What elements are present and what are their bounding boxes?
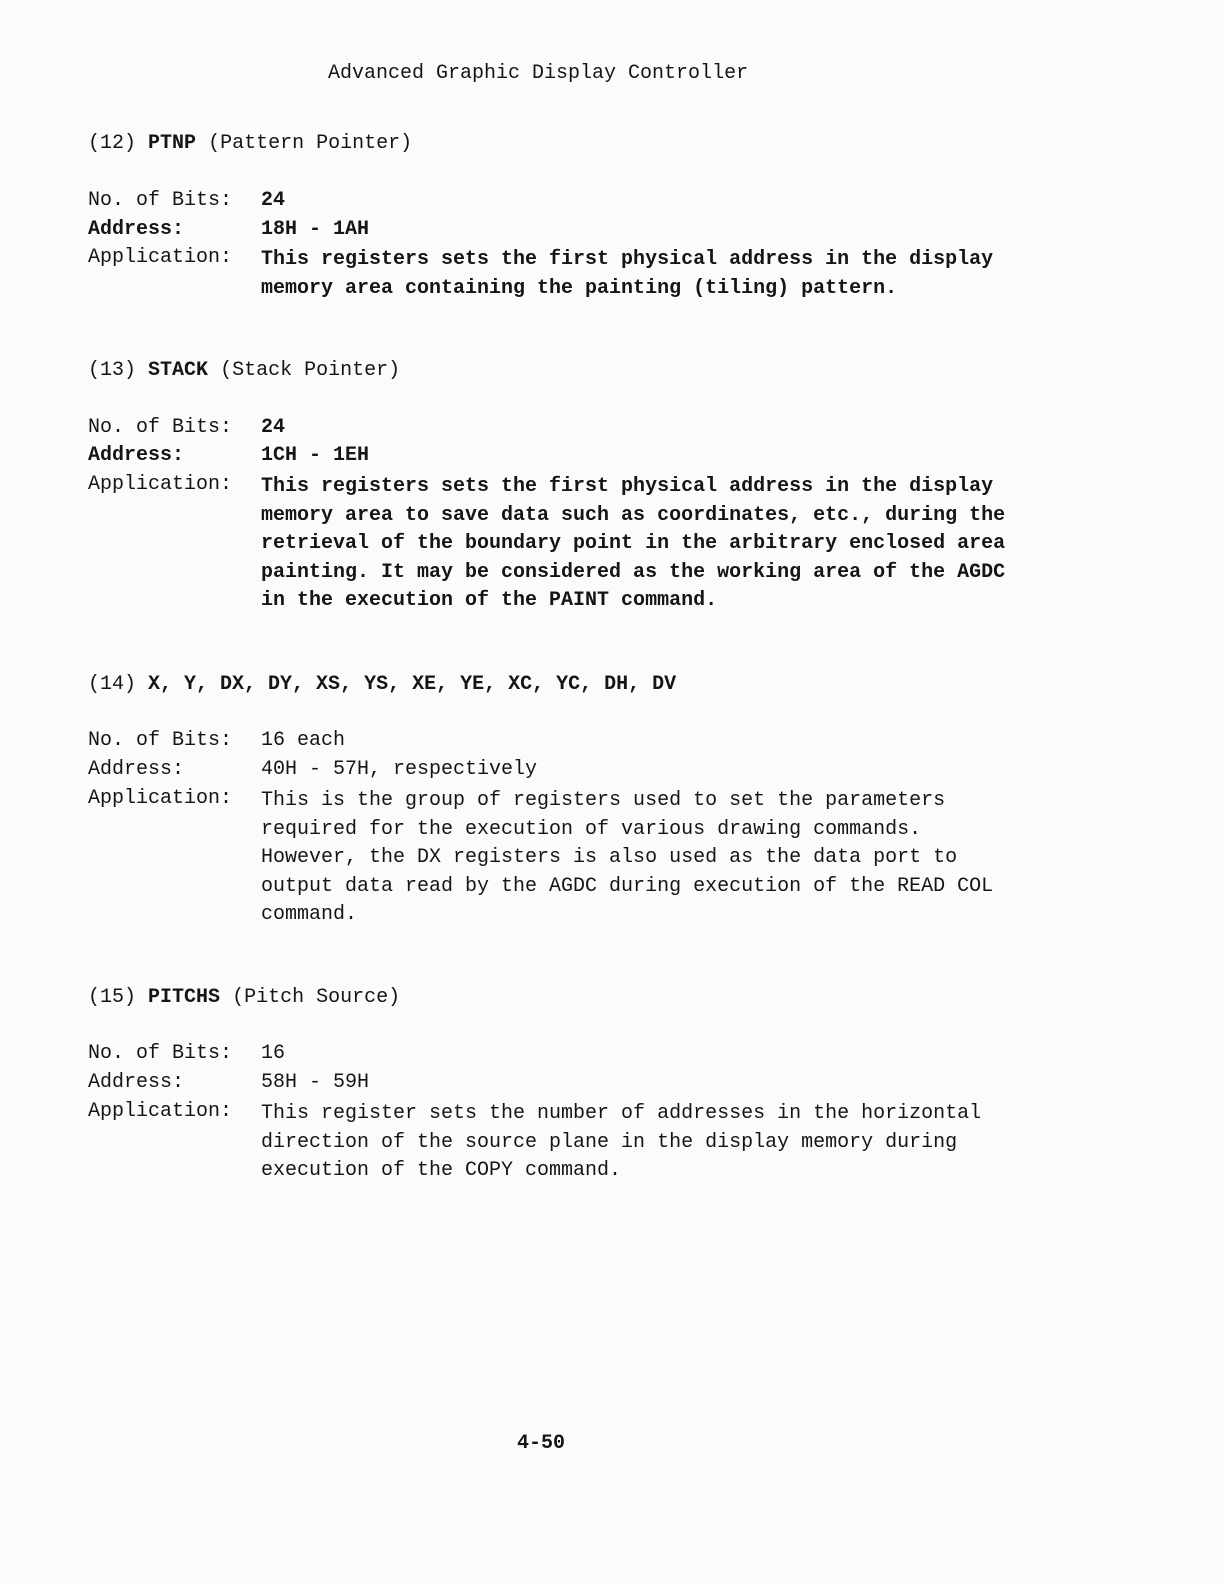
section-13-bits-row (88, 416, 285, 439)
section-13-address-row (88, 444, 369, 467)
section-15-bits-row (88, 1042, 285, 1065)
application-line: memory area containing the painting (tiling) pattern. (261, 276, 898, 300)
section-12-bits-row (88, 189, 285, 212)
section-15-address-row (88, 1071, 369, 1094)
section-12-application-text (261, 246, 1001, 303)
section-14-application-text (261, 787, 1001, 930)
page-number: 4-50 (517, 1432, 566, 1455)
section-15-title (88, 986, 400, 1009)
bits-value: 16 (261, 1042, 286, 1065)
address-value: 58H - 59H (261, 1071, 370, 1094)
application-label: Application: (88, 1100, 233, 1123)
application-line: painting. It may be considered as the working area of the AGDC (261, 560, 1006, 584)
application-label: Application: (88, 473, 233, 496)
register-name: PITCHS (148, 986, 221, 1009)
register-description: (Pattern Pointer) (208, 132, 413, 155)
section-number: (14) (88, 673, 137, 696)
section-number: (13) (88, 359, 137, 382)
section-13-title (88, 359, 400, 382)
section-12-application-row (88, 246, 261, 269)
register-description: (Stack Pointer) (220, 359, 401, 382)
section-14-title (88, 673, 676, 696)
section-15-application-text (261, 1100, 1001, 1186)
register-name: PTNP (148, 132, 197, 155)
bits-value: 24 (261, 416, 286, 439)
application-line: memory area to save data such as coordinates, etc., during the (261, 503, 1006, 527)
bits-value: 24 (261, 189, 286, 212)
bits-label: No. of Bits: (88, 1042, 233, 1065)
section-number: (12) (88, 132, 137, 155)
address-label: Address: (88, 444, 185, 467)
application-line: This registers sets the first physical address in the display (261, 248, 994, 271)
application-label: Application: (88, 787, 233, 810)
application-line: required for the execution of various drawing commands. (261, 817, 922, 841)
application-line: command. (261, 903, 358, 926)
register-description: (Pitch Source) (232, 986, 401, 1009)
section-13-application-row (88, 473, 261, 496)
register-name: X, Y, DX, DY, XS, YS, XE, YE, XC, YC, DH, DV (148, 673, 677, 696)
application-label: Application: (88, 246, 233, 269)
application-line: However, the DX registers is also used as the data port to (261, 846, 958, 869)
section-12-title (88, 132, 412, 155)
address-label: Address: (88, 758, 185, 781)
address-label: Address: (88, 218, 185, 241)
register-name: STACK (148, 359, 209, 382)
section-12-address-row (88, 218, 369, 241)
section-14-address-row (88, 758, 537, 781)
application-line: retrieval of the boundary point in the arbitrary enclosed area (261, 532, 1006, 555)
address-label: Address: (88, 1071, 185, 1094)
bits-label: No. of Bits: (88, 729, 233, 752)
application-line: This register sets the number of addresses in the horizontal (261, 1102, 982, 1125)
section-number: (15) (88, 986, 137, 1009)
application-line: This is the group of registers used to set the parameters (261, 789, 946, 812)
bits-label: No. of Bits: (88, 416, 233, 439)
section-13-application-text (261, 473, 1006, 616)
section-14-application-row (88, 787, 261, 810)
page-header: Advanced Graphic Display Controller (328, 62, 749, 85)
section-15-application-row (88, 1100, 261, 1123)
bits-label: No. of Bits: (88, 189, 233, 212)
application-line: output data read by the AGDC during execution of the READ COL (261, 874, 994, 898)
application-line: This registers sets the first physical address in the display (261, 475, 994, 498)
bits-value: 16 each (261, 729, 346, 752)
application-line: in the execution of the PAINT command. (261, 589, 718, 612)
address-value: 18H - 1AH (261, 218, 370, 241)
address-value: 40H - 57H, respectively (261, 758, 538, 781)
application-line: direction of the source plane in the display memory during (261, 1130, 958, 1154)
section-14-bits-row (88, 729, 345, 752)
application-line: execution of the COPY command. (261, 1159, 622, 1182)
address-value: 1CH - 1EH (261, 444, 370, 467)
